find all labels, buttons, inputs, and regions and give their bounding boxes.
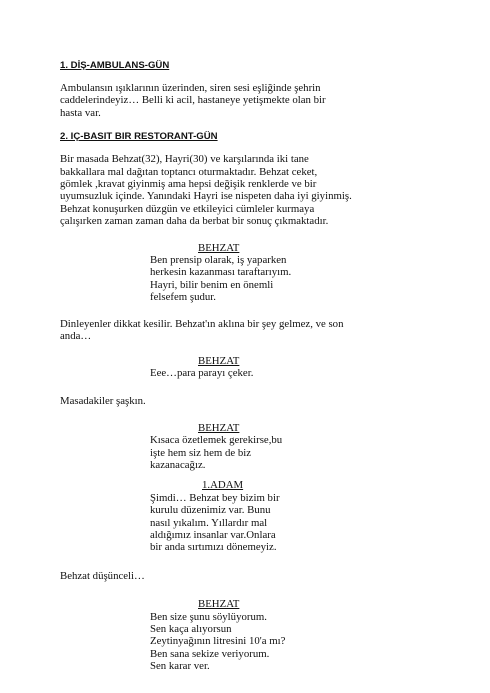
dialogue-line: Ben sana sekize veriyorum. [150, 647, 270, 660]
character-name: BEHZAT [198, 598, 240, 611]
dialogue-block-3 [150, 422, 350, 472]
action-line: hasta var. [60, 106, 101, 119]
dialogue-line: bir anda sırtımızı dönemeyiz. [150, 541, 277, 554]
action-line: caddelerindeyiz… Belli ki acil, hastaneye yetişmekte olan bir [60, 94, 326, 107]
dialogue-block-1 [150, 242, 350, 304]
dialogue-line: Kısaca özetlemek gerekirse,bu [150, 434, 283, 447]
dialogue-block-2 [150, 355, 350, 380]
action-line: gömlek ,kravat giyinmiş ama hepsi değişik renklerde ve bir [60, 178, 317, 191]
action-line: Masadakiler şaşkın. [60, 395, 146, 408]
character-name: BEHZAT [198, 354, 240, 367]
action-line: Behzat düşünceli… [60, 569, 145, 582]
action-line: çalışırken zaman zaman daha da berbat bir sonuç çıkmaktadır. [60, 215, 329, 228]
dialogue-line: Sen karar ver. [150, 660, 210, 673]
dialogue-line: Ben prensip olarak, iş yaparken [150, 254, 287, 267]
scene-heading-1: 1. DİŞ-AMBULANS-GÜN [60, 60, 170, 71]
scene-heading-2: 2. IÇ-BASIT BIR RESTORANT-GÜN [60, 131, 218, 143]
script-page [60, 60, 440, 673]
dialogue-block-4 [150, 479, 350, 553]
action-line: Bir masada Behzat(32), Hayri(30) ve karşılarında iki tane [60, 153, 309, 166]
dialogue-line: felsefem şudur. [150, 291, 216, 304]
dialogue-line: nasıl yıkalım. Yıllardır mal [150, 516, 268, 529]
character-name: 1.ADAM [202, 479, 244, 492]
dialogue-line: işte hem siz hem de biz [150, 446, 252, 459]
character-name: BEHZAT [198, 241, 240, 254]
action-block-2 [60, 153, 440, 227]
dialogue-line: kazanacağız. [150, 458, 206, 471]
dialogue-block-5 [150, 598, 350, 672]
action-line: anda… [60, 330, 92, 343]
dialogue-line: Sen kaça alıyorsun [150, 623, 232, 635]
dialogue-line: aldığımız insanlar var.Onlara [150, 528, 276, 541]
dialogue-line: Eee…para parayı çeker. [150, 366, 254, 379]
dialogue-line: herkesin kazanması taraftarıyım. [150, 266, 292, 279]
dialogue-line: Ben size şunu söylüyorum. [150, 610, 267, 623]
action-block-1 [60, 82, 440, 119]
action-line: bakkallara mal dağıtan toptancı oturmaktadır. Behzat ceket, [60, 165, 318, 178]
dialogue-line: Şimdi… Behzat bey bizim bir [150, 491, 280, 504]
action-line: uyumsuzluk içinde. Yanındaki Hayri ise nispeten daha iyi giyinmiş. [60, 190, 352, 203]
action-line: Dinleyenler dikkat kesilir. Behzat'ın aklına bir şey gelmez, ve son [60, 317, 344, 330]
character-name: BEHZAT [198, 421, 240, 434]
dialogue-line: Zeytinyağının litresini 10'a mı? [150, 635, 286, 648]
dialogue-line: Hayri, bilir benim en önemli [150, 278, 274, 291]
action-line: Ambulansın ışıklarının üzerinden, siren sesi eşliğinde şehrin [60, 82, 321, 94]
action-block-3 [60, 318, 440, 343]
action-line: Behzat konuşurken düzgün ve etkileyici cümleler kurmaya [60, 202, 315, 215]
dialogue-line: kurulu düzenimiz var. Bunu [150, 504, 271, 517]
